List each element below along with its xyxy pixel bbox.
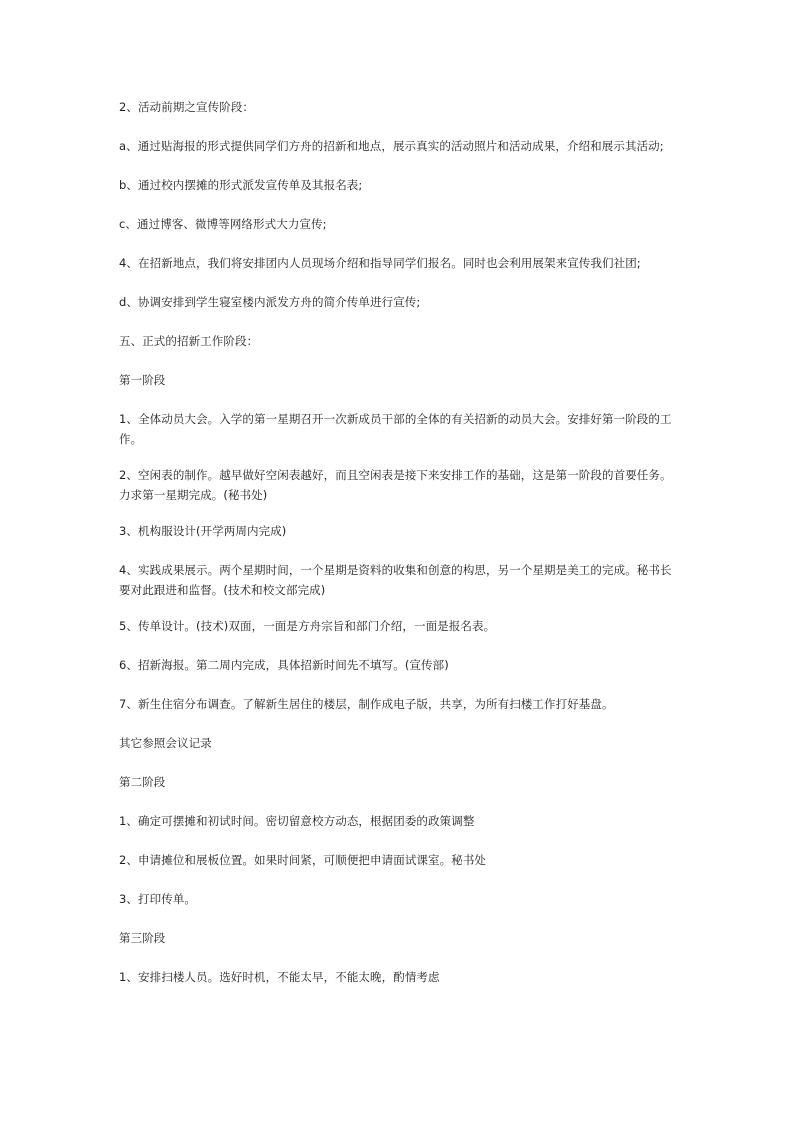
paragraph-phase1-item-2: 2、空闲表的制作。越早做好空闲表越好，而且空闲表是接下来安排工作的基础，这是第一阶段的首要任务。力求第一星期完成。(秘书处) <box>119 468 672 502</box>
paragraph-phase1-item-5: 5、传单设计。(技术)双面，一面是方舟宗旨和部门介绍，一面是报名表。 <box>119 619 496 633</box>
paragraph-item-c-online: c、通过博客、微博等网络形式大力宣传; <box>119 217 327 231</box>
document-page <box>119 97 679 1006</box>
phase-one-heading: 第一阶段 <box>119 373 166 387</box>
paragraph-phase1-item-3: 3、机构服设计(开学两周内完成) <box>119 524 287 538</box>
paragraph-see-meeting-notes: 其它参照会议记录 <box>119 736 212 750</box>
phase-three-heading: 第三阶段 <box>119 931 166 945</box>
paragraph-phase1-item-7: 7、新生住宿分布调查。了解新生居住的楼层，制作成电子版，共享，为所有扫楼工作打好基盘。 <box>119 697 614 711</box>
paragraph-phase1-item-6: 6、招新海报。第二周内完成，具体招新时间先不填写。(宣传部) <box>119 658 449 672</box>
paragraph-phase1-item-4: 4、实践成果展示。两个星期时间，一个星期是资料的收集和创意的构思，另一个星期是美工的完成。秘书长要对此跟进和监督。(技术和校文部完成) <box>119 563 672 597</box>
paragraph-item-d-dorm-flyers: d、协调安排到学生寝室楼内派发方舟的简介传单进行宣传; <box>119 295 421 309</box>
paragraph-phase2-item-3: 3、打印传单。 <box>119 892 197 906</box>
paragraph-phase3-item-1: 1、安排扫楼人员。选好时机，不能太早，不能太晚，酌情考虑 <box>119 970 440 984</box>
phase-two-heading: 第二阶段 <box>119 775 166 789</box>
paragraph-phase2-item-1: 1、确定可摆摊和初试时间。密切留意校方动态，根据团委的政策调整 <box>119 814 475 828</box>
paragraph-item-a-posters: a、通过贴海报的形式提供同学们方舟的招新和地点，展示真实的活动照片和活动成果，介绍和展示其活动; <box>119 139 664 153</box>
section-heading-formal-recruitment: 五、正式的招新工作阶段： <box>119 334 259 348</box>
paragraph-item-b-booth: b、通过校内摆摊的形式派发宣传单及其报名表; <box>119 178 363 192</box>
paragraph-item-4-recruit-site: 4、在招新地点，我们将安排团内人员现场介绍和指导同学们报名。同时也会利用展架来宣传我们社团; <box>119 256 641 270</box>
paragraph-publicity-stage-heading: 2、活动前期之宣传阶段： <box>119 100 255 114</box>
paragraph-phase2-item-2: 2、申请摊位和展板位置。如果时间紧，可顺便把申请面试课室。秘书处 <box>119 853 487 867</box>
paragraph-phase1-item-1: 1、全体动员大会。入学的第一星期召开一次新成员干部的全体的有关招新的动员大会。安排好第一阶段的工作。 <box>119 412 672 446</box>
